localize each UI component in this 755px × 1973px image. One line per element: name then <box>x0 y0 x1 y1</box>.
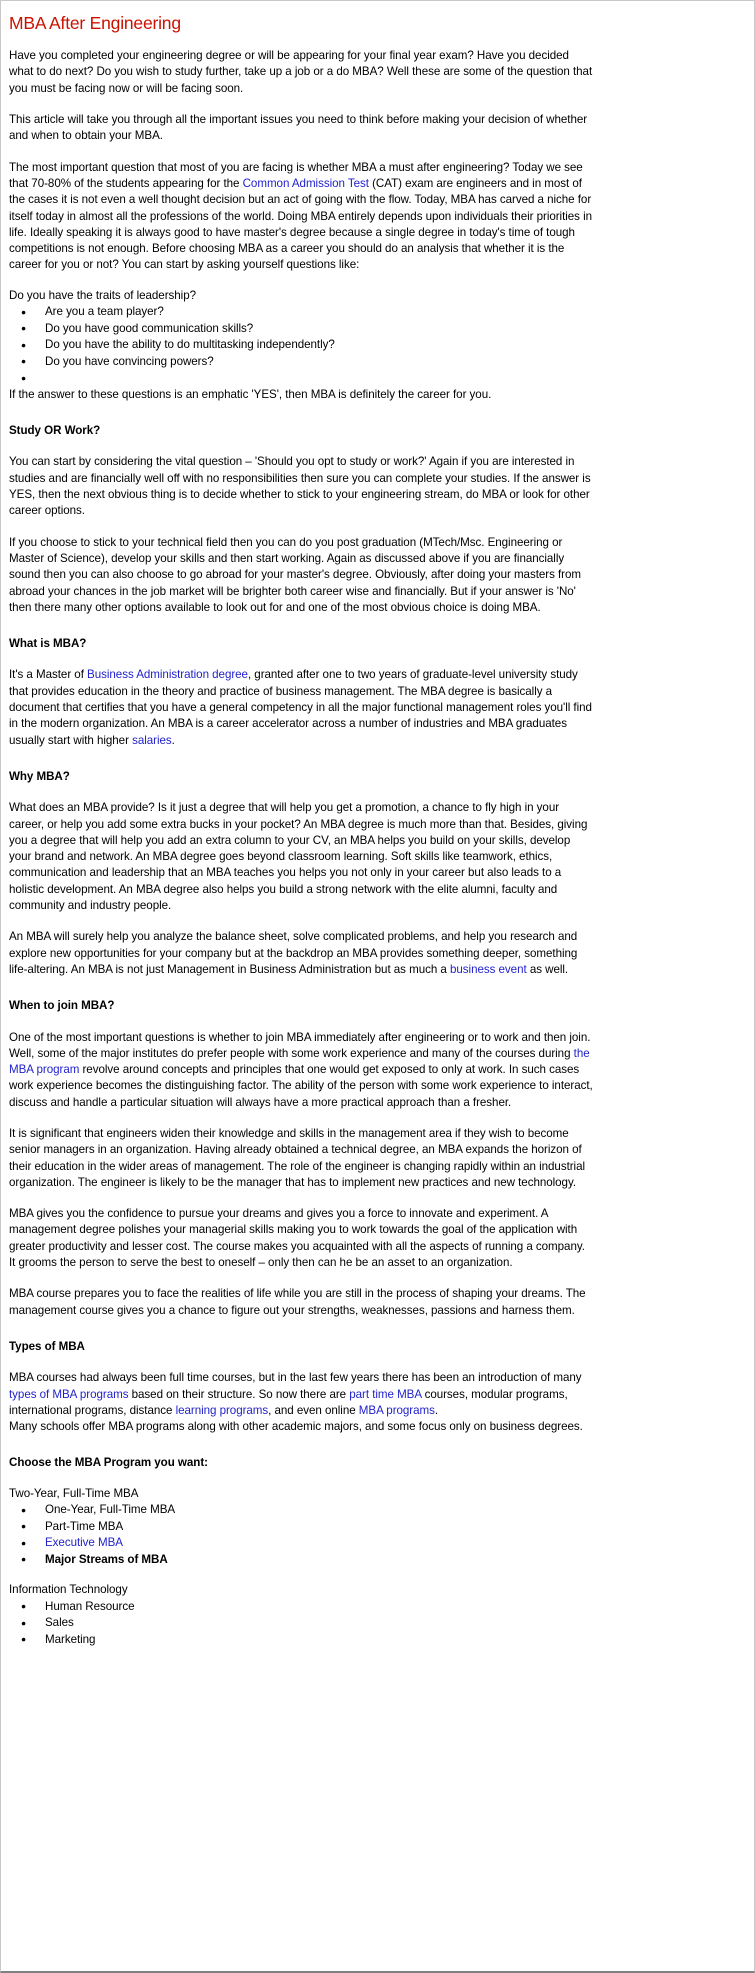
list-lead-two-year: Two-Year, Full-Time MBA <box>9 1486 139 1500</box>
text-run: , granted after one to two years of graduate-level university study that provides education in the theory and practice of business management. The MBA degree is basically a document that certifies that you have a general competency in all the major functional management roles you'll find in the modern organization. An MBA is a career accelerator across a number of industries and MBA graduates usually start with higher <box>9 668 592 747</box>
paragraph-intro-2: This article will take you through all the important issues you need to think before making your decision of whether and when to obtain your MBA. <box>9 113 588 143</box>
paragraph-when-join-4: MBA course prepares you to face the realities of life while you are still in the process of shaping your dreams. The management course gives you a chance to figure out your strengths, weaknesses, passions and harness them. <box>9 1287 586 1317</box>
list-item: ● Do you have the ability to do multitasking independently? <box>9 337 593 354</box>
text-run: One of the most important questions is whether to join MBA immediately after engineering or to work and then join. Well, some of the major institutes do prefer people with some work experience and many of the courses during <box>9 1030 591 1060</box>
list-mba-programs <box>9 1502 593 1568</box>
text-run: courses, modular programs, international programs, distance <box>9 1387 568 1417</box>
paragraph-when-join-1 <box>9 1030 593 1111</box>
paragraph-what-is-mba <box>9 667 593 748</box>
heading-choose-program: Choose the MBA Program you want: <box>9 1456 208 1470</box>
spacer <box>9 1472 593 1486</box>
link-business-event[interactable]: business event <box>450 962 527 976</box>
text-run: , and even online <box>268 1403 359 1417</box>
list-item: ● One-Year, Full-Time MBA <box>9 1502 593 1519</box>
list-item: ● Part-Time MBA <box>9 1519 593 1536</box>
list-leadership-questions <box>9 304 593 387</box>
paragraph-why-mba-2 <box>9 929 593 978</box>
paragraph-when-join-2: It is significant that engineers widen their knowledge and skills in the management area if they wish to become senior managers in an organization. Having already obtained a technical degree, an MBA expands the horizon of their education in the wider areas of management. The role of the engineer is changing rapidly within an industrial organization. The engineer is likely to be the manager that has to implement new practices and new technology. <box>9 1126 586 1189</box>
heading-what-is-mba: What is MBA? <box>9 637 87 651</box>
text-run: as well. <box>526 962 569 976</box>
text-run: An MBA will surely help you analyze the balance sheet, solve complicated problems, and help you research and explore new opportunities for your company but at the backdrop an MBA provides something deeper, something life-altering. An MBA is not just Management in Business Administration but as much a <box>9 930 578 976</box>
text-run: The most important question that most of you are facing is whether MBA a must after engineering? Today we see that 70-80% of the students appearing for the <box>9 160 583 190</box>
paragraph-study-or-work-1: You can start by considering the vital question – 'Should you opt to study or work?' Again if you are interested in studies and are financially well off with no responsibilities then sure you can complete your studies. If the answer is YES, then the next obvious thing is to decide whether to stick to your engineering stream, do MBA or look for other career options. <box>9 455 591 518</box>
spacer <box>9 274 593 288</box>
list-item: ● Are you a team player? <box>9 304 593 321</box>
text-run: MBA courses had always been full time courses, but in the last few years there has been an introduction of many <box>9 1371 582 1385</box>
list-item-link[interactable] <box>9 1535 593 1552</box>
text-run: . <box>171 733 175 747</box>
list-item-empty <box>9 370 593 387</box>
link-mba-programs[interactable]: MBA programs <box>358 1403 435 1417</box>
link-learning-programs[interactable]: learning programs <box>175 1403 269 1417</box>
list-item: ● Do you have convincing powers? <box>9 354 593 371</box>
list-item: ● Sales <box>9 1615 593 1632</box>
paragraph-many-schools: Many schools offer MBA programs along with other academic majors, and some focus only on business degrees. <box>9 1420 583 1434</box>
list-item: ● Do you have good communication skills? <box>9 321 593 338</box>
link-part-time-mba[interactable]: part time MBA <box>349 1387 422 1401</box>
text-run: (CAT) exam are engineers and in most of the cases it is not even a well thought decision but an act of going with the flow. Today, MBA has carved a niche for itself today in almost all the professions of the world. Doing MBA entirely depends upon individuals their priorities in life. Ideally speaking it is always good to have master's degree because a single degree in today's time of tough competitions is not enough. Before choosing MBA as a career you should do an analysis that whether it is the career for you or not? You can start by asking yourself questions like: <box>9 176 593 272</box>
list-item: ● Human Resource <box>9 1599 593 1616</box>
heading-study-or-work: Study OR Work? <box>9 424 101 438</box>
paragraph-study-or-work-2: If you choose to stick to your technical field then you can do you post graduation (MTech/Msc. Engineering or Master of Science), develop your skills and then start working. Again as discussed above if you are financially sound then you can also choose to go abroad for your master's degree. Obviously, after doing your masters from abroad your chances in the job market will be brighter both career wise and financially. But if your answer is 'No' then there many other options available to look out for and one of the most obvious choice is doing MBA. <box>9 535 581 614</box>
list-lead-leadership: Do you have the traits of leadership? <box>9 288 196 302</box>
heading-when-to-join-mba: When to join MBA? <box>9 999 115 1013</box>
article-content <box>1 1 593 1648</box>
link-common-admission-test[interactable]: Common Admission Test <box>242 176 369 190</box>
text-run: It's a Master of <box>9 668 88 682</box>
paragraph-when-join-3: MBA gives you the confidence to pursue your dreams and gives you a force to innovate and experiment. A management degree polishes your managerial skills making you to work towards the goal of the application with greater productivity and lesser cost. The course makes you acquainted with all the aspects of running a company. It grooms the person to serve the best to oneself – only then can he be an asset to an organization. <box>9 1207 585 1270</box>
paragraph-why-mba-1: What does an MBA provide? Is it just a degree that will help you get a promotion, a chance to fly high in your career, or help you add some extra bucks in your pocket? An MBA degree is much more than that. Besides, giving you a degree that will help you add an extra column to your CV, an MBA helps you build on your skills, develop your brand and network. An MBA degree goes beyond classroom learning. Soft skills like teamwork, ethics, communication and leadership that an MBA teaches you helps you not only in your career but also leads to a holistic development. An MBA degree also helps you build a strong network with the elite alumni, faculty and community and industry people. <box>9 801 588 913</box>
paragraph-types-of-mba <box>9 1370 593 1419</box>
link-types-of-mba-programs[interactable]: types of MBA programs <box>9 1387 129 1401</box>
paragraph-emphatic-yes: If the answer to these questions is an emphatic 'YES', then MBA is definitely the career for you. <box>9 387 492 401</box>
heading-types-of-mba: Types of MBA <box>9 1339 85 1353</box>
list-lead-information-technology: Information Technology <box>9 1583 128 1597</box>
list-mba-streams <box>9 1599 593 1649</box>
link-business-administration-degree[interactable]: Business Administration degree <box>87 668 248 682</box>
page-title: MBA After Engineering <box>9 13 181 33</box>
text-run: based on their structure. So now there are <box>128 1387 350 1401</box>
list-item: ● Marketing <box>9 1632 593 1649</box>
link-the-mba-program[interactable]: the MBA program <box>9 1046 590 1077</box>
link-salaries[interactable]: salaries <box>132 733 172 747</box>
text-run: revolve around concepts and principles that one would get exposed to only at work. In such cases work experience becomes the distinguishing factor. The ability of the person with some work experience to interact, discuss and handle a particular situation will always have a more practical approach than a fresher. <box>9 1063 593 1109</box>
link-executive-mba[interactable]: Executive MBA <box>45 1536 123 1550</box>
paragraph-intro-1: Have you completed your engineering degree or will be appearing for your final year exam? Have you decided what to do next? Do you wish to study further, take up a job or a do MBA? Well these are some of the question that you must be facing now or will be facing soon. <box>9 49 593 95</box>
heading-why-mba: Why MBA? <box>9 769 70 783</box>
paragraph-most-important <box>9 160 593 274</box>
list-item-bold: ● Major Streams of MBA <box>9 1552 593 1569</box>
text-run: . <box>434 1403 439 1417</box>
spacer <box>9 1568 593 1582</box>
